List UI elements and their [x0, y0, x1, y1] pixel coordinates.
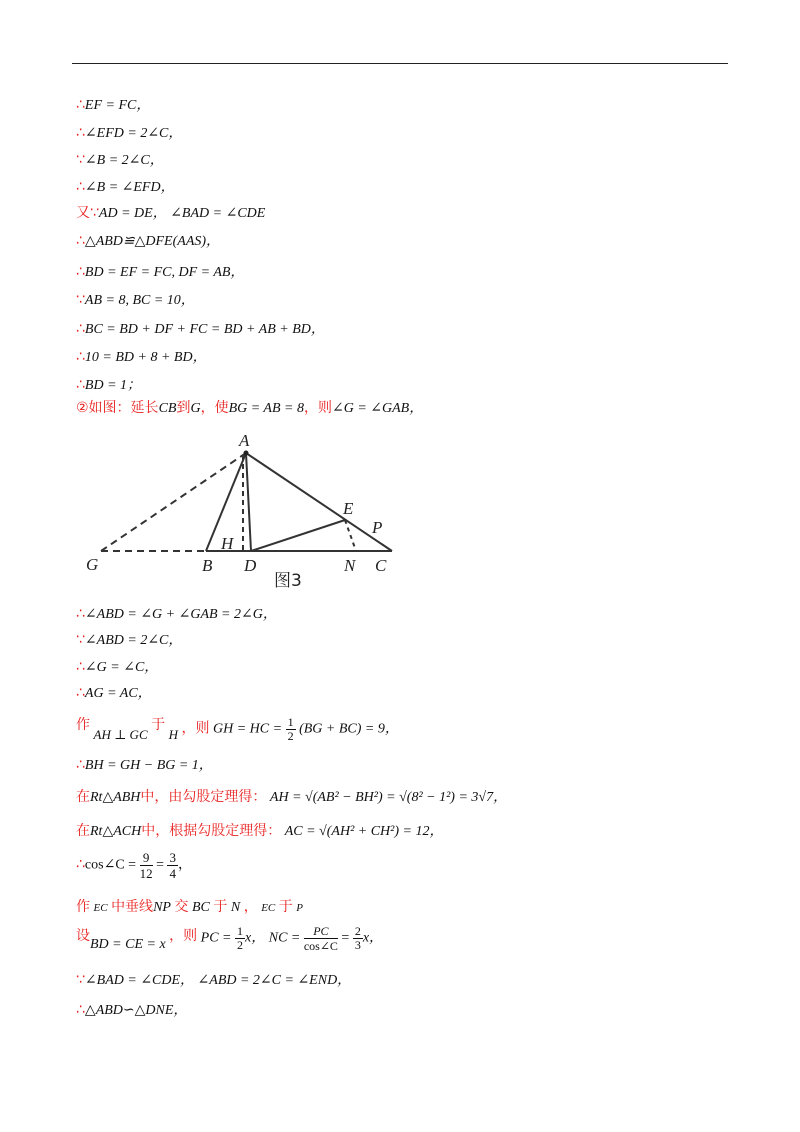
she-frac2 — [304, 924, 338, 953]
rt1-mid: 中，由勾股定理得： — [140, 789, 267, 805]
logic-symbol: ∴ — [76, 264, 85, 280]
rt1-triangle: Rt△ABH — [90, 790, 141, 805]
np-ec2: EC — [261, 902, 276, 914]
line-rt2 — [76, 822, 443, 841]
logic-symbol: ∴ — [76, 179, 85, 195]
logic-symbol: ∵ — [76, 152, 85, 168]
line-np — [76, 898, 303, 917]
logic-symbol: ∴ — [76, 349, 85, 365]
line-cos — [76, 850, 192, 886]
line-rt1 — [76, 788, 507, 807]
she-frac3-den: 3 — [354, 938, 361, 952]
np-ec: EC — [93, 902, 108, 914]
she-frac2-num: PC — [304, 924, 338, 939]
logic-symbol: ∵ — [76, 632, 85, 648]
rt2-pre: 在 — [76, 823, 90, 839]
logic-symbol: ∴ — [76, 377, 85, 393]
part2-point: G — [190, 401, 201, 416]
math-expression: AB = 8, BC = 10， — [84, 293, 195, 308]
logic-symbol: ∴ — [76, 685, 85, 701]
part2-eq2: ∠G = ∠GAB， — [332, 401, 424, 416]
math-expression: EF = FC， — [84, 98, 151, 113]
rt1-math: AH = √(AB² − BH²) = √(8² − 1²) = 3√7， — [269, 790, 508, 805]
she-eq: BD = CE = x — [90, 936, 166, 952]
figure-caption: 图3 — [274, 571, 302, 591]
logic-symbol: ∴ — [76, 321, 85, 337]
line-last1 — [76, 971, 351, 990]
label-e: E — [343, 499, 354, 518]
np-w3: 交 — [174, 899, 189, 915]
logic-symbol: ∴ — [76, 233, 85, 249]
point-a — [244, 451, 249, 456]
rt1-pre: 在 — [76, 789, 90, 805]
cos-tail: ， — [177, 857, 192, 873]
proof-line — [76, 684, 152, 703]
label-p: P — [372, 518, 383, 537]
zuo-h: H — [168, 726, 179, 742]
math-expression: ∠B = 2∠C， — [84, 153, 164, 168]
np-w5: ， — [243, 899, 258, 915]
logic-symbol: 又∵ — [76, 205, 99, 221]
math-expression: 10 = BD + 8 + BD， — [84, 350, 207, 365]
proof-line — [76, 631, 182, 650]
cos-frac2-num: 3 — [169, 850, 176, 865]
line-last2 — [76, 1001, 187, 1020]
np-w1: 作 — [76, 899, 90, 915]
label-d: D — [244, 556, 257, 575]
segment-ac — [246, 453, 392, 551]
she-frac1-den: 2 — [237, 938, 244, 952]
label-n: N — [344, 556, 356, 575]
part2-prefix: ②如图：延长 — [76, 400, 159, 416]
logic-symbol: ∴ — [76, 125, 85, 141]
part2-mid2: ，使 — [200, 400, 229, 416]
proof-line — [76, 658, 158, 677]
label-h: H — [221, 534, 234, 553]
math-expression: ∠ABD = 2∠C， — [84, 633, 183, 648]
math-expression: BC = BD + DF + FC = BD + AB + BD， — [84, 322, 325, 337]
zuo-ah-gc: AH ⊥ GC — [93, 726, 148, 742]
part2-seg: CB — [158, 401, 177, 416]
she-w1: 设 — [76, 927, 90, 944]
label-g: G — [86, 555, 99, 574]
zuo-frac-num: 1 — [287, 715, 294, 729]
cos-frac1 — [140, 850, 153, 881]
last1-math: ∠BAD = ∠CDE， ∠ABD = 2∠C = ∠END， — [84, 973, 352, 988]
rt2-math: AC = √(AH² + CH²) = 12， — [284, 824, 444, 839]
math-expression: AG = AC， — [84, 686, 152, 701]
proof-line — [76, 605, 277, 624]
math-expression: ∠ABD = ∠G + ∠GAB = 2∠G， — [84, 607, 277, 622]
zuo-word: 作 — [76, 716, 90, 733]
line-bh — [76, 756, 213, 775]
np-bc: BC — [191, 900, 210, 915]
cos-frac1-num: 9 — [140, 850, 153, 866]
np-w4: 于 — [213, 899, 228, 915]
segment-de — [251, 520, 345, 551]
she-x1: x， — [245, 930, 266, 946]
np-np: NP — [153, 900, 171, 915]
logic-symbol: ∴ — [76, 659, 85, 675]
zuo-fraction — [286, 716, 296, 743]
math-expression: ∠EFD = 2∠C， — [84, 126, 183, 141]
she-w2: ，则 — [169, 927, 198, 944]
cos-sym: ∴ — [76, 856, 85, 873]
math-expression: ∠B = ∠EFD， — [84, 180, 175, 195]
part2-eq1: BG = AB = 8 — [228, 401, 304, 416]
math-expression: AD = DE， ∠BAD = ∠CDE — [98, 206, 266, 221]
label-c: C — [375, 556, 387, 575]
rt2-mid: 中，根据勾股定理得： — [141, 823, 282, 839]
cos-frac2-den: 4 — [169, 866, 176, 881]
logic-symbol: ∴ — [76, 97, 85, 113]
she-eq3: = — [337, 930, 353, 946]
zuo-yu: 于 — [151, 716, 166, 733]
np-n: N — [230, 900, 241, 915]
bh-math: BH = GH − BG = 1， — [84, 758, 213, 773]
she-pc: PC = — [200, 930, 236, 946]
math-expression: BD = 1； — [84, 378, 142, 393]
zuo-frac-den: 2 — [287, 729, 294, 743]
she-frac3-num: 2 — [354, 924, 361, 938]
label-a: A — [239, 431, 250, 450]
cos-frac1-den: 12 — [139, 866, 153, 881]
math-expression: △ABD≌△DFE(AAS)， — [84, 234, 221, 249]
math-expression: BD = EF = FC, DF = AB， — [84, 265, 245, 280]
cos-eq: = — [152, 857, 168, 873]
part2-mid1: 到 — [176, 400, 191, 416]
she-nc: NC = — [268, 930, 304, 946]
label-b: B — [202, 556, 213, 575]
cos-lead: cos∠C = — [84, 857, 140, 873]
bh-sym: ∴ — [76, 757, 85, 773]
np-w6: 于 — [278, 899, 293, 915]
line-she — [76, 924, 383, 960]
she-frac1 — [235, 925, 245, 952]
she-frac2-den: cos∠C — [303, 939, 338, 953]
logic-symbol: ∵ — [76, 292, 85, 308]
np-p: P — [296, 902, 303, 914]
zuo-rest: (BG + BC) = 9， — [299, 721, 399, 737]
math-expression: ∠G = ∠C， — [84, 660, 159, 675]
np-w2: 中垂线 — [111, 899, 154, 915]
logic-symbol: ∴ — [76, 606, 85, 622]
zuo-then: ，则 — [181, 720, 210, 737]
part2-mid3: ，则 — [304, 400, 332, 416]
last2-sym: ∴ — [76, 1002, 85, 1018]
segment-ad — [246, 453, 251, 551]
rt2-triangle: Rt△ACH — [90, 824, 142, 839]
she-frac1-num: 1 — [237, 924, 244, 938]
she-frac3 — [353, 925, 363, 952]
last1-sym: ∵ — [76, 972, 85, 988]
line-zuo-ah — [76, 716, 399, 746]
last2-math: △ABD∽△DNE， — [84, 1003, 188, 1018]
zuo-eq: GH = HC = — [213, 721, 286, 737]
cos-frac2 — [167, 850, 178, 881]
she-x2: x， — [362, 930, 384, 946]
